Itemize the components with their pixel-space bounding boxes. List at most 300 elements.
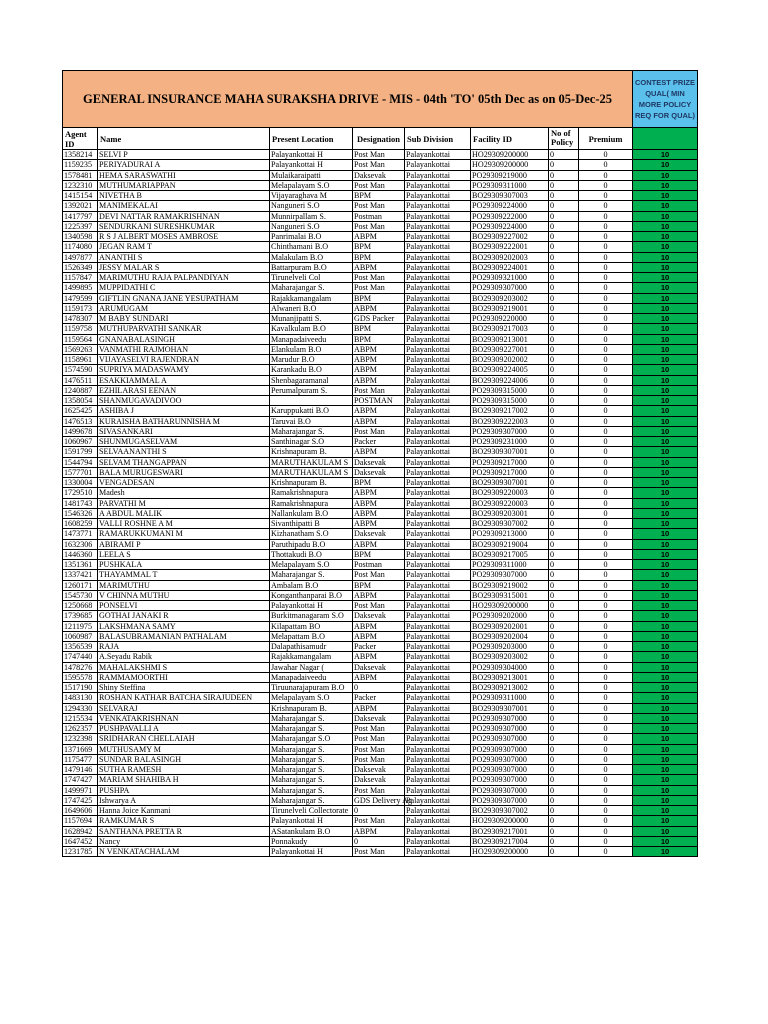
cell-contest-prize: 10 — [633, 673, 698, 683]
cell-designation: Daksevak — [353, 468, 405, 478]
header-sub-division: Sub Division — [405, 128, 471, 150]
cell-designation: Post Man — [353, 734, 405, 744]
cell-agent-id: 1159173 — [62, 304, 98, 314]
cell-present-location: Ambalam B.O — [270, 581, 353, 591]
cell-name: RAMMAMOORTHI — [98, 673, 270, 683]
cell-facility-id: BO29309224006 — [471, 376, 549, 386]
cell-present-location: Maharajangar S. — [270, 796, 353, 806]
cell-name: PERIYADURAI A — [98, 160, 270, 170]
table-row — [62, 253, 698, 263]
cell-sub-division: Palayankottai — [405, 806, 471, 816]
cell-agent-id: 1526349 — [62, 263, 98, 273]
cell-name: MANIMEKALAI — [98, 201, 270, 211]
cell-no-of-policy: 0 — [549, 488, 579, 498]
cell-present-location: Melapalayam S.O — [270, 693, 353, 703]
cell-facility-id: PO29309222000 — [471, 212, 549, 222]
cell-agent-id: 1544794 — [62, 458, 98, 468]
cell-no-of-policy: 0 — [549, 417, 579, 427]
cell-designation: Post Man — [353, 724, 405, 734]
cell-contest-prize: 10 — [633, 786, 698, 796]
cell-designation: 0 — [353, 806, 405, 816]
cell-premium: 0 — [579, 478, 633, 488]
cell-no-of-policy: 0 — [549, 724, 579, 734]
cell-contest-prize: 10 — [633, 437, 698, 447]
cell-agent-id: 1294330 — [62, 704, 98, 714]
cell-premium: 0 — [579, 386, 633, 396]
cell-present-location: MARUTHAKULAM S — [270, 458, 353, 468]
table-row — [62, 181, 698, 191]
cell-sub-division: Palayankottai — [405, 765, 471, 775]
cell-sub-division: Palayankottai — [405, 365, 471, 375]
cell-no-of-policy: 0 — [549, 365, 579, 375]
cell-sub-division: Palayankottai — [405, 212, 471, 222]
table-row — [62, 745, 698, 755]
cell-agent-id: 1060967 — [62, 437, 98, 447]
cell-facility-id: BO29309219002 — [471, 581, 549, 591]
cell-designation: Post Man — [353, 601, 405, 611]
cell-contest-prize: 10 — [633, 283, 698, 293]
table-row — [62, 847, 698, 857]
cell-sub-division: Palayankottai — [405, 201, 471, 211]
cell-facility-id: BO29309307002 — [471, 519, 549, 529]
cell-present-location: Karankadu B.O — [270, 365, 353, 375]
cell-agent-id: 1578481 — [62, 171, 98, 181]
table-row — [62, 622, 698, 632]
cell-designation: ABPM — [353, 509, 405, 519]
cell-premium: 0 — [579, 827, 633, 837]
cell-premium: 0 — [579, 365, 633, 375]
table-row — [62, 775, 698, 785]
cell-no-of-policy: 0 — [549, 212, 579, 222]
table-row — [62, 611, 698, 621]
cell-no-of-policy: 0 — [549, 550, 579, 560]
cell-premium: 0 — [579, 714, 633, 724]
cell-contest-prize: 10 — [633, 181, 698, 191]
cell-facility-id: HO29309200000 — [471, 160, 549, 170]
cell-name: VANMATHI RAJMOHAN — [98, 345, 270, 355]
table-row — [62, 417, 698, 427]
cell-premium: 0 — [579, 345, 633, 355]
cell-premium: 0 — [579, 775, 633, 785]
cell-contest-prize: 10 — [633, 519, 698, 529]
table-row — [62, 355, 698, 365]
cell-designation: Post Man — [353, 160, 405, 170]
cell-name: ASHIBA J — [98, 406, 270, 416]
cell-present-location: Ramakrishnapura — [270, 499, 353, 509]
cell-designation: BPM — [353, 191, 405, 201]
cell-agent-id: 1747427 — [62, 775, 98, 785]
cell-agent-id: 1647452 — [62, 837, 98, 847]
cell-sub-division: Palayankottai — [405, 488, 471, 498]
table-row — [62, 570, 698, 580]
cell-no-of-policy: 0 — [549, 734, 579, 744]
cell-agent-id: 1330004 — [62, 478, 98, 488]
cell-sub-division: Palayankottai — [405, 642, 471, 652]
table-row — [62, 632, 698, 642]
cell-sub-division: Palayankottai — [405, 427, 471, 437]
cell-present-location: MARUTHAKULAM S — [270, 468, 353, 478]
cell-present-location: Paruthipadu B.O — [270, 540, 353, 550]
cell-designation: Daksevak — [353, 663, 405, 673]
cell-no-of-policy: 0 — [549, 693, 579, 703]
cell-name: M BABY SUNDARI — [98, 314, 270, 324]
cell-contest-prize: 10 — [633, 683, 698, 693]
cell-premium: 0 — [579, 417, 633, 427]
cell-name: ABIRAMI P — [98, 540, 270, 550]
cell-premium: 0 — [579, 509, 633, 519]
cell-designation: ABPM — [353, 827, 405, 837]
cell-present-location: Panrimalai B.O — [270, 232, 353, 242]
cell-designation: BPM — [353, 324, 405, 334]
cell-no-of-policy: 0 — [549, 601, 579, 611]
cell-facility-id: BO29309217003 — [471, 324, 549, 334]
cell-designation: Post Man — [353, 222, 405, 232]
cell-present-location: Maharajangar S. — [270, 745, 353, 755]
cell-premium: 0 — [579, 550, 633, 560]
cell-premium: 0 — [579, 540, 633, 550]
cell-no-of-policy: 0 — [549, 273, 579, 283]
cell-present-location: Alwaneri B.O — [270, 304, 353, 314]
cell-designation: ABPM — [353, 376, 405, 386]
cell-agent-id: 1356539 — [62, 642, 98, 652]
cell-agent-id: 1546326 — [62, 509, 98, 519]
cell-name: MAHALAKSHMI S — [98, 663, 270, 673]
cell-contest-prize: 10 — [633, 806, 698, 816]
cell-contest-prize: 10 — [633, 427, 698, 437]
cell-sub-division: Palayankottai — [405, 283, 471, 293]
cell-no-of-policy: 0 — [549, 581, 579, 591]
cell-sub-division: Palayankottai — [405, 714, 471, 724]
cell-designation: Post Man — [353, 273, 405, 283]
cell-agent-id: 1157694 — [62, 816, 98, 826]
table-row — [62, 458, 698, 468]
cell-designation: POSTMAN — [353, 396, 405, 406]
cell-no-of-policy: 0 — [549, 427, 579, 437]
cell-present-location: Maharajangar S. — [270, 714, 353, 724]
cell-premium: 0 — [579, 499, 633, 509]
cell-sub-division: Palayankottai — [405, 232, 471, 242]
cell-no-of-policy: 0 — [549, 222, 579, 232]
cell-premium: 0 — [579, 242, 633, 252]
cell-designation: Daksevak — [353, 611, 405, 621]
cell-name: LAKSHMANA SAMY — [98, 622, 270, 632]
cell-name: RAMKUMAR S — [98, 816, 270, 826]
cell-name: SELVAANANTHI S — [98, 447, 270, 457]
cell-premium: 0 — [579, 642, 633, 652]
cell-no-of-policy: 0 — [549, 396, 579, 406]
cell-present-location: Burkitmanagaram S.O — [270, 611, 353, 621]
cell-facility-id: PO29309307000 — [471, 714, 549, 724]
cell-sub-division: Palayankottai — [405, 253, 471, 263]
cell-name: GOTHAI JANAKI R — [98, 611, 270, 621]
cell-contest-prize: 10 — [633, 570, 698, 580]
cell-premium: 0 — [579, 663, 633, 673]
cell-agent-id: 1211975 — [62, 622, 98, 632]
cell-premium: 0 — [579, 314, 633, 324]
cell-designation: ABPM — [353, 622, 405, 632]
cell-facility-id: BO29309222001 — [471, 242, 549, 252]
table-row — [62, 837, 698, 847]
cell-sub-division: Palayankottai — [405, 755, 471, 765]
cell-present-location: Melapalayam S.O — [270, 560, 353, 570]
cell-agent-id: 1729510 — [62, 488, 98, 498]
cell-sub-division: Palayankottai — [405, 570, 471, 580]
cell-present-location: Palayankottai H — [270, 847, 353, 857]
cell-contest-prize: 10 — [633, 550, 698, 560]
cell-premium: 0 — [579, 355, 633, 365]
cell-present-location: Elankulam B.O — [270, 345, 353, 355]
cell-present-location: Santhinagar S.O — [270, 437, 353, 447]
cell-contest-prize: 10 — [633, 345, 698, 355]
cell-designation: Packer — [353, 437, 405, 447]
cell-designation: ABPM — [353, 304, 405, 314]
cell-no-of-policy: 0 — [549, 796, 579, 806]
cell-name: SENDURKANI SURESHKUMAR — [98, 222, 270, 232]
cell-contest-prize: 10 — [633, 693, 698, 703]
cell-contest-prize: 10 — [633, 499, 698, 509]
table-row — [62, 478, 698, 488]
cell-premium: 0 — [579, 786, 633, 796]
cell-contest-prize: 10 — [633, 253, 698, 263]
table-row — [62, 314, 698, 324]
cell-facility-id: PO29309307000 — [471, 775, 549, 785]
table-row — [62, 550, 698, 560]
cell-present-location: Ponnakudy — [270, 837, 353, 847]
cell-contest-prize: 10 — [633, 478, 698, 488]
cell-name: ROSHAN KATHAR BATCHA SIRAJUDEEN — [98, 693, 270, 703]
cell-present-location: Maharajangar S. — [270, 570, 353, 580]
cell-facility-id: BO29309220003 — [471, 499, 549, 509]
cell-premium: 0 — [579, 581, 633, 591]
cell-name: ANANTHI S — [98, 253, 270, 263]
cell-premium: 0 — [579, 376, 633, 386]
cell-premium: 0 — [579, 652, 633, 662]
cell-sub-division: Palayankottai — [405, 673, 471, 683]
cell-no-of-policy: 0 — [549, 191, 579, 201]
cell-present-location: Mulaikaraipatti — [270, 171, 353, 181]
cell-premium: 0 — [579, 488, 633, 498]
cell-designation: ABPM — [353, 406, 405, 416]
cell-no-of-policy: 0 — [549, 529, 579, 539]
cell-premium: 0 — [579, 222, 633, 232]
cell-agent-id: 1545730 — [62, 591, 98, 601]
cell-contest-prize: 10 — [633, 263, 698, 273]
cell-present-location: Marudur B.O — [270, 355, 353, 365]
cell-no-of-policy: 0 — [549, 468, 579, 478]
cell-name: VALLI ROSHNE A M — [98, 519, 270, 529]
cell-name: JESSY MALAR S — [98, 263, 270, 273]
cell-facility-id: BO29309203001 — [471, 509, 549, 519]
cell-present-location: Maharajangar S. — [270, 283, 353, 293]
table-row — [62, 160, 698, 170]
cell-contest-prize: 10 — [633, 663, 698, 673]
cell-premium: 0 — [579, 806, 633, 816]
cell-name: SUPRIYA MADASWAMY — [98, 365, 270, 375]
header-name: Name — [98, 128, 270, 150]
cell-sub-division: Palayankottai — [405, 406, 471, 416]
cell-present-location: Maharajangar S. — [270, 724, 353, 734]
cell-no-of-policy: 0 — [549, 324, 579, 334]
table-row — [62, 499, 698, 509]
cell-contest-prize: 10 — [633, 714, 698, 724]
cell-premium: 0 — [579, 324, 633, 334]
cell-premium: 0 — [579, 745, 633, 755]
cell-no-of-policy: 0 — [549, 150, 579, 160]
cell-contest-prize: 10 — [633, 355, 698, 365]
cell-no-of-policy: 0 — [549, 560, 579, 570]
cell-contest-prize: 10 — [633, 724, 698, 734]
cell-no-of-policy: 0 — [549, 642, 579, 652]
cell-present-location: Kavalkulam B.O — [270, 324, 353, 334]
cell-facility-id: BO29309217004 — [471, 837, 549, 847]
cell-contest-prize: 10 — [633, 222, 698, 232]
cell-no-of-policy: 0 — [549, 765, 579, 775]
cell-sub-division: Palayankottai — [405, 191, 471, 201]
cell-name: KURAISHA BATHARUNNISHA M — [98, 417, 270, 427]
cell-premium: 0 — [579, 765, 633, 775]
table-row — [62, 673, 698, 683]
cell-no-of-policy: 0 — [549, 847, 579, 857]
cell-designation: Daksevak — [353, 529, 405, 539]
cell-name: SELVARAJ — [98, 704, 270, 714]
cell-sub-division: Palayankottai — [405, 458, 471, 468]
cell-no-of-policy: 0 — [549, 376, 579, 386]
cell-designation: ABPM — [353, 591, 405, 601]
cell-contest-prize: 10 — [633, 509, 698, 519]
table-row — [62, 693, 698, 703]
table-row — [62, 786, 698, 796]
cell-contest-prize: 10 — [633, 540, 698, 550]
cell-name: VENKATAKRISHNAN — [98, 714, 270, 724]
cell-agent-id: 1159564 — [62, 335, 98, 345]
cell-sub-division: Palayankottai — [405, 652, 471, 662]
cell-agent-id: 1159758 — [62, 324, 98, 334]
table-row — [62, 560, 698, 570]
cell-sub-division: Palayankottai — [405, 437, 471, 447]
cell-facility-id: BO29309219001 — [471, 304, 549, 314]
cell-premium: 0 — [579, 560, 633, 570]
cell-facility-id: PO29309224000 — [471, 201, 549, 211]
cell-agent-id: 1517190 — [62, 683, 98, 693]
cell-contest-prize: 10 — [633, 632, 698, 642]
cell-designation: Daksevak — [353, 458, 405, 468]
table-row — [62, 581, 698, 591]
cell-present-location: Shenbagaramanal — [270, 376, 353, 386]
cell-agent-id: 1577701 — [62, 468, 98, 478]
cell-no-of-policy: 0 — [549, 652, 579, 662]
cell-facility-id: BO29309203002 — [471, 294, 549, 304]
cell-name: MARIMUTHU — [98, 581, 270, 591]
cell-premium: 0 — [579, 468, 633, 478]
cell-agent-id: 1479599 — [62, 294, 98, 304]
cell-agent-id: 1231785 — [62, 847, 98, 857]
cell-premium: 0 — [579, 437, 633, 447]
cell-designation: ABPM — [353, 540, 405, 550]
cell-premium: 0 — [579, 150, 633, 160]
cell-name: PARVATHI M — [98, 499, 270, 509]
cell-contest-prize: 10 — [633, 212, 698, 222]
table-row — [62, 591, 698, 601]
cell-present-location: Ramakrishnapura — [270, 488, 353, 498]
cell-agent-id: 1174080 — [62, 242, 98, 252]
cell-no-of-policy: 0 — [549, 673, 579, 683]
cell-facility-id: BO29309307002 — [471, 806, 549, 816]
cell-premium: 0 — [579, 632, 633, 642]
cell-facility-id: BO29309222003 — [471, 417, 549, 427]
cell-name: THAYAMMAL T — [98, 570, 270, 580]
cell-no-of-policy: 0 — [549, 745, 579, 755]
cell-facility-id: PO29309219000 — [471, 171, 549, 181]
cell-agent-id: 1415154 — [62, 191, 98, 201]
cell-no-of-policy: 0 — [549, 775, 579, 785]
cell-designation: GDS Delivery Ag — [354, 795, 412, 805]
cell-name: Madesh — [98, 488, 270, 498]
cell-name: ARUMUGAM — [98, 304, 270, 314]
cell-sub-division: Palayankottai — [405, 540, 471, 550]
cell-name: RAJA — [98, 642, 270, 652]
table-row — [62, 488, 698, 498]
cell-premium: 0 — [579, 171, 633, 181]
cell-designation: Post Man — [353, 847, 405, 857]
cell-agent-id: 1574590 — [62, 365, 98, 375]
cell-no-of-policy: 0 — [549, 406, 579, 416]
cell-present-location: Tirunelveli Col — [270, 273, 353, 283]
cell-name: Hanna Joice Kanmani — [98, 806, 270, 816]
cell-designation: Postman — [353, 560, 405, 570]
cell-contest-prize: 10 — [633, 376, 698, 386]
cell-designation: Packer — [353, 693, 405, 703]
cell-premium: 0 — [579, 201, 633, 211]
cell-sub-division: Palayankottai — [405, 314, 471, 324]
cell-sub-division: Palayankottai — [405, 693, 471, 703]
cell-present-location: Krishnapuram B. — [270, 447, 353, 457]
cell-present-location: Maharajangar S. — [270, 786, 353, 796]
cell-present-location: Vijayaraghava M — [270, 191, 353, 201]
cell-no-of-policy: 0 — [549, 591, 579, 601]
table-row — [62, 427, 698, 437]
cell-contest-prize: 10 — [633, 447, 698, 457]
table-row — [62, 642, 698, 652]
cell-agent-id: 1476513 — [62, 417, 98, 427]
cell-facility-id: BO29309217001 — [471, 827, 549, 837]
table-row — [62, 222, 698, 232]
cell-facility-id: PO29309217000 — [471, 468, 549, 478]
table-row — [62, 714, 698, 724]
cell-name: Shiny Steffina — [98, 683, 270, 693]
cell-sub-division: Palayankottai — [405, 222, 471, 232]
cell-no-of-policy: 0 — [549, 540, 579, 550]
cell-designation: ABPM — [353, 232, 405, 242]
cell-agent-id: 1250668 — [62, 601, 98, 611]
cell-premium: 0 — [579, 458, 633, 468]
cell-premium: 0 — [579, 253, 633, 263]
cell-facility-id: BO29309213002 — [471, 683, 549, 693]
cell-facility-id: PO29309307000 — [471, 283, 549, 293]
table-row — [62, 447, 698, 457]
cell-no-of-policy: 0 — [549, 355, 579, 365]
cell-sub-division: Palayankottai — [405, 294, 471, 304]
cell-designation: Packer — [353, 642, 405, 652]
cell-agent-id: 1747440 — [62, 652, 98, 662]
cell-present-location: Munnirpallam S. — [270, 212, 353, 222]
cell-contest-prize: 10 — [633, 560, 698, 570]
cell-sub-division: Palayankottai — [405, 376, 471, 386]
table-row — [62, 437, 698, 447]
cell-agent-id: 1446360 — [62, 550, 98, 560]
cell-sub-division: Palayankottai — [405, 242, 471, 252]
cell-contest-prize: 10 — [633, 417, 698, 427]
cell-agent-id: 1739685 — [62, 611, 98, 621]
